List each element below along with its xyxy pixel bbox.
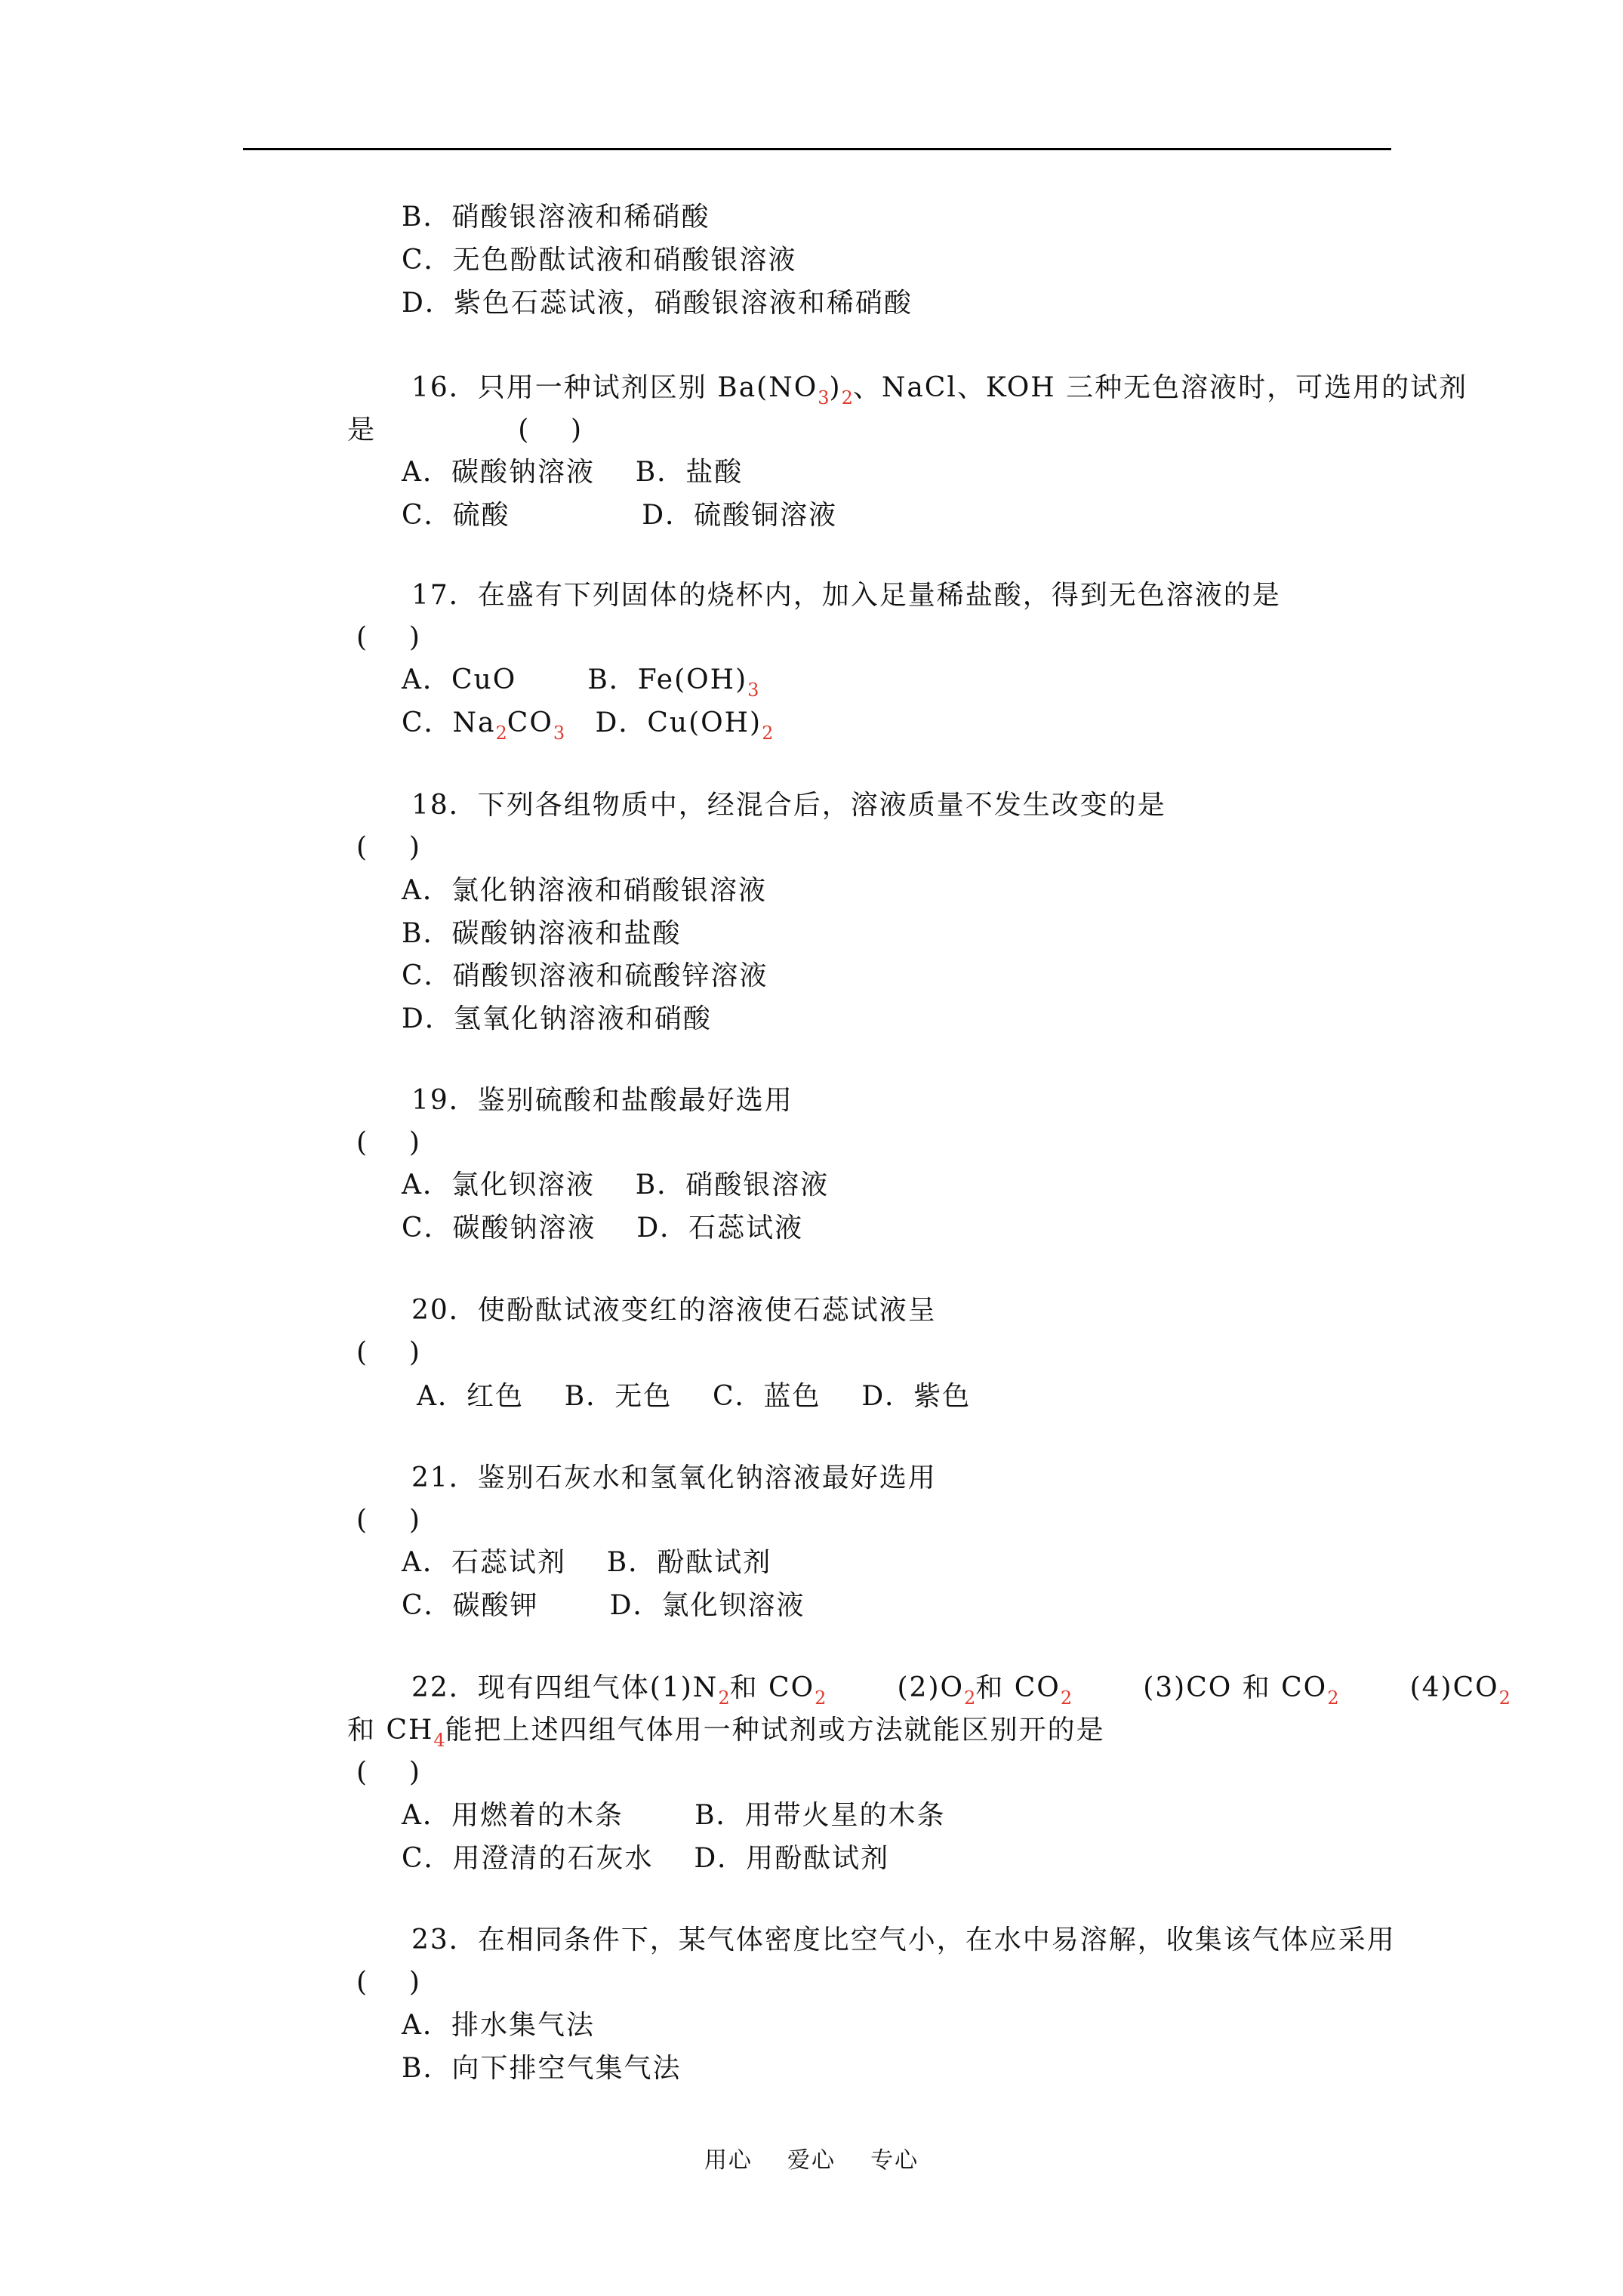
q23-option-a: A．排水集气法: [402, 2010, 595, 2041]
q20-paren: ( ): [356, 1337, 421, 1368]
q23-option-b: B．向下排空气集气法: [402, 2053, 682, 2084]
q16-sub2: 2: [841, 387, 853, 408]
q15-option-c: C．无色酚酞试液和硝酸银溶液: [402, 245, 797, 276]
q17-option-c-mid: CO: [507, 707, 553, 738]
q20-stem: 20．使酚酞试液变红的溶液使石蕊试液呈: [411, 1295, 937, 1326]
page-footer: 用心 爱心 专心: [704, 2147, 919, 2174]
q22-part: (4)CO: [1338, 1672, 1499, 1703]
q16-continuation: 是 ( ): [347, 415, 584, 445]
q21-stem: 21．鉴别石灰水和氢氧化钠溶液最好选用: [411, 1462, 937, 1493]
q17-paren: ( ): [356, 622, 421, 653]
q22-stem-line2: [347, 1712, 1105, 1751]
q22-part: 能把上述四组气体用一种试剂或方法就能区别开的是: [445, 1715, 1105, 1746]
q23-paren: ( ): [356, 1967, 421, 1998]
q18-stem: 18．下列各组物质中，经混合后，溶液质量不发生改变的是: [411, 790, 1166, 821]
q22-part: 和 CO: [729, 1672, 815, 1703]
q17-option-c: C．Na: [402, 707, 496, 738]
q18-paren: ( ): [356, 832, 421, 863]
q22-sub: 4: [433, 1730, 445, 1751]
q17-options-row1: [402, 662, 759, 701]
q16-sub1: 3: [818, 387, 830, 408]
q16-stem-b: 、NaCl、KOH 三种无色溶液时，可选用的试剂: [852, 372, 1468, 403]
q22-stem: [411, 1670, 1511, 1709]
q16-stem-a: 16．只用一种试剂区别 Ba(NO: [411, 372, 818, 403]
q21-options-row2: C．碳酸钾 D．氯化钡溶液: [402, 1590, 805, 1621]
q22-sub: 2: [718, 1687, 730, 1709]
q18-option-d: D．氢氧化钠溶液和硝酸: [402, 1003, 712, 1034]
q21-options-row1: A．石蕊试剂 B．酚酞试剂: [402, 1547, 772, 1578]
q23-stem: 23．在相同条件下，某气体密度比空气小，在水中易溶解，收集该气体应采用: [411, 1925, 1396, 1955]
q16-options-row2: C．硫酸 D．硫酸铜溶液: [402, 500, 838, 531]
header-rule: [243, 148, 1391, 150]
q22-part: (3)CO 和 CO: [1072, 1672, 1328, 1703]
q22-sub: 2: [815, 1687, 827, 1709]
q22-sub: 2: [964, 1687, 976, 1709]
q22-part: (2)O: [826, 1672, 965, 1703]
q20-options-row1: A．红色 B．无色 C．蓝色 D．紫色: [417, 1381, 972, 1412]
q18-option-c: C．硝酸钡溶液和硫酸锌溶液: [402, 960, 768, 991]
q21-paren: ( ): [356, 1505, 421, 1536]
q22-paren: ( ): [356, 1757, 421, 1788]
q19-options-row2: C．碳酸钠溶液 D．石蕊试液: [402, 1213, 804, 1244]
q19-options-row1: A．氯化钡溶液 B．硝酸银溶液: [402, 1170, 830, 1200]
q16-mid: ): [829, 372, 842, 403]
q18-option-a: A．氯化钠溶液和硝酸银溶液: [402, 875, 767, 906]
q19-paren: ( ): [356, 1127, 421, 1158]
q17-sub: 2: [495, 723, 507, 744]
q22-sub: 2: [1060, 1687, 1073, 1709]
q16-stem: [411, 370, 1467, 408]
q15-option-d: D．紫色石蕊试液，硝酸银溶液和稀硝酸: [402, 288, 913, 319]
q17-option-a-b: A．CuO B．Fe(OH): [402, 664, 748, 695]
q22-sub: 2: [1327, 1687, 1339, 1709]
q16-options-row1: A．碳酸钠溶液 B．盐酸: [402, 457, 744, 488]
q18-option-b: B．碳酸钠溶液和盐酸: [402, 918, 682, 949]
q22-part: 22．现有四组气体(1)N: [411, 1672, 719, 1703]
q15-option-b: B．硝酸银溶液和稀硝酸: [402, 202, 710, 233]
q22-part: 和 CO: [975, 1672, 1061, 1703]
q22-part: 和 CH: [347, 1715, 434, 1746]
q17-options-row2: [402, 705, 773, 744]
q17-sub: 2: [762, 723, 774, 744]
q17-option-d: D．Cu(OH): [565, 707, 762, 738]
q17-sub: 3: [553, 723, 565, 744]
q22-options-row2: C．用澄清的石灰水 D．用酚酞试剂: [402, 1843, 890, 1874]
q17-stem: 17．在盛有下列固体的烧杯内，加入足量稀盐酸，得到无色溶液的是: [411, 580, 1281, 611]
q17-sub: 3: [747, 680, 759, 701]
q19-stem: 19．鉴别硫酸和盐酸最好选用: [411, 1085, 793, 1116]
q22-options-row1: A．用燃着的木条 B．用带火星的木条: [402, 1800, 946, 1831]
q22-sub: 2: [1498, 1687, 1511, 1709]
